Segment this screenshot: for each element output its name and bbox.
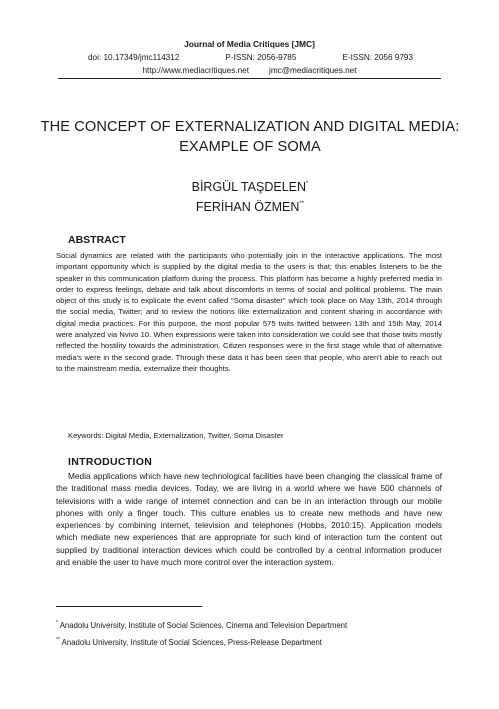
journal-url[interactable]: http://www.mediacritiques.net xyxy=(142,66,249,75)
footnote-mark: ** xyxy=(56,637,60,643)
footnote-rule xyxy=(56,606,202,607)
author-name: BİRGÜL TAŞDELEN xyxy=(191,180,307,194)
author-mark: * xyxy=(306,181,309,187)
journal-contacts xyxy=(58,64,441,77)
footnote-2 xyxy=(56,633,347,650)
introduction-heading: INTRODUCTION xyxy=(68,456,153,468)
abstract-heading: ABSTRACT xyxy=(68,234,126,246)
footnote-mark: * xyxy=(56,620,58,626)
abstract-text: Social dynamics are related with the participants who potentially join in the interactive applications. The most important opportunity which is supplied by the digital media to the users is that; this enables listeners to be the speaker in this communication platform during the process. This platform has become a highly preferred media in order to express feelings, debate and talk about discomforts in terms of social and political problems. The main object of this study is to explicate the event called "Soma disaster" which took place on May 13th, 2014 through the social media, Twitter; and to review the notions like externalization and content sharing in accordance with digital media practices. For this purpose, the most popular 575 twits twitted between 13th and 15th May, 2014 were analyzed via Nvivo 10. When expressions were taken into consideration we could see that those twits mostly reflected the hostility towards the administration. Citizen responses were in the first stage while that of alternative media's were in the second grade. Through these data it has been seen that people, who aren't able to reach out to the mainstream media, externalize their thoughts. xyxy=(56,251,442,373)
introduction-text: Media applications which have new technological facilities have been changing the classical frame of the traditional mass media devices. Today, we are living in a world where we have 500 channels of televisions with a wide range of internet connection and can be in an interaction through our mobile phones with only a finger touch. This culture enables us to create new methods and have new experiences by combining internet, television and telephones (Hobbs, 2010:15). Application models which mediate new experiences that are appropriate for such kind of interaction turn the content out supplied by traditional interaction devices which could be controlled by a central information producer and enable the user to have much more control over the interaction system. xyxy=(56,471,442,568)
journal-email[interactable]: jmc@mediacritiques.net xyxy=(269,66,357,75)
footnote-text: Anadolu University, Institute of Social Sciences, Press-Release Department xyxy=(61,638,322,647)
author-mark: ** xyxy=(299,201,305,207)
journal-identifiers xyxy=(58,51,441,64)
keywords: Keywords: Digital Media, Externalization, Twitter, Soma Disaster xyxy=(68,431,284,440)
author-name: FERİHAN ÖZMEN xyxy=(195,200,300,214)
e-issn: E-ISSN: 2056 9793 xyxy=(342,53,413,62)
journal-header xyxy=(58,38,441,77)
author-list xyxy=(100,176,400,216)
footnotes xyxy=(56,616,347,650)
footnote-1 xyxy=(56,616,347,633)
footnote-text: Anadolu University, Institute of Social Sciences, Cinema and Television Department xyxy=(59,621,348,630)
header-rule xyxy=(58,78,441,79)
doi: doi: 10.17349/jmc114312 xyxy=(88,53,180,62)
author-1 xyxy=(100,176,400,196)
journal-name: Journal of Media Critiques [JMC] xyxy=(184,39,315,49)
author-2 xyxy=(100,196,400,216)
article-title: THE CONCEPT OF EXTERNALIZATION AND DIGITAL MEDIA: EXAMPLE OF SOMA xyxy=(40,119,460,155)
p-issn: P-ISSN: 2056-9785 xyxy=(225,53,297,62)
